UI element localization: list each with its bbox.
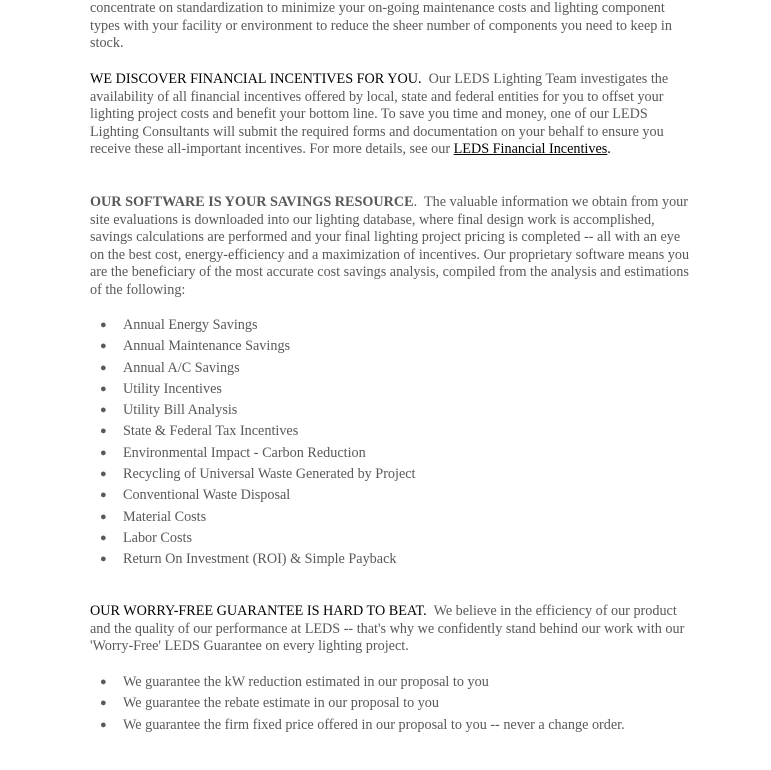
intro-paragraph	[90, 0, 690, 53]
list-item: ● State & Federal Tax Incentives	[90, 421, 710, 442]
bullet-icon: ●	[100, 446, 107, 459]
software-heading-end: .	[413, 194, 418, 210]
bullet-icon: ●	[100, 404, 107, 417]
bullet-icon: ●	[100, 319, 107, 331]
list-item: ● Labor Costs	[90, 528, 710, 549]
financial-end: .	[607, 141, 611, 158]
bullet-icon: ●	[100, 718, 107, 731]
software-paragraph	[90, 194, 690, 300]
bullet-icon: ●	[100, 489, 107, 502]
list-item: ● Environmental Impact - Carbon Reduction	[90, 443, 710, 464]
savings-list	[90, 315, 710, 571]
bullet-icon: ●	[100, 697, 107, 710]
list-item: ● Recycling of Universal Waste Generated by Project	[90, 464, 710, 485]
list-item: ● We guarantee the firm fixed price offered in our proposal to you -- never a change order.	[90, 715, 710, 736]
list-item: ● We guarantee the kW reduction estimated in our proposal to you	[90, 672, 710, 693]
financial-incentives-link[interactable]: LEDS Financial Incentives	[453, 141, 608, 158]
list-item: ● Utility Bill Analysis	[90, 400, 710, 421]
guarantee-body: We believe in the efficiency of our product and the quality of our performance at LEDS -- that's why we confidently stand behind our work with our 'Worry-Free' LEDS Guarantee on every lighting project.	[90, 603, 685, 655]
bullet-icon: ●	[100, 510, 107, 523]
list-item: ● Return On Investment (ROI) & Simple Payback	[90, 549, 710, 570]
financial-heading: WE DISCOVER FINANCIAL INCENTIVES FOR YOU.	[90, 71, 422, 87]
bullet-icon: ●	[100, 676, 107, 688]
financial-body: Our LEDS Lighting Team investigates the availability of all financial incentives offered by local, state and federal entities for you to offset your lighting project costs and benefit your bottom line. To save you time and money, one of our LEDS Lighting Consultants will submit the required forms and documentation on your behalf to ensure you receive these all-important incentives. For more details, see our	[90, 71, 669, 158]
software-body: The valuable information we obtain from your site evaluations is downloaded into our lighting database, where final design work is accomplished, savings calculations are performed and your final lighting project pricing is completed -- all with an eye on the best cost, energy-efficiency and a maximization of incentives. Our proprietary software means you are the beneficiary of the most accurate cost savings analysis, compiled from the analysis and estimations of the following:	[90, 194, 690, 298]
list-item: ● Annual Maintenance Savings	[90, 336, 710, 357]
list-item: ● We guarantee the rebate estimate in our proposal to you	[90, 693, 710, 714]
list-item: ● Utility Incentives	[90, 379, 710, 400]
list-item: ● Conventional Waste Disposal	[90, 485, 710, 506]
list-item: ● Material Costs	[90, 507, 710, 528]
bullet-icon: ●	[100, 468, 107, 481]
guarantee-heading: OUR WORRY-FREE GUARANTEE IS HARD TO BEAT.	[90, 603, 427, 619]
guarantee-paragraph	[90, 603, 690, 656]
intro-text: concentrate on standardization to minimize your on-going maintenance costs and lighting component types with your facility or environment to reduce the sheer number of components you need to keep in stock.	[90, 0, 672, 52]
bullet-icon: ●	[100, 425, 107, 438]
bullet-icon: ●	[100, 361, 107, 374]
bullet-icon: ●	[100, 382, 107, 395]
financial-paragraph	[90, 71, 690, 159]
bullet-icon: ●	[100, 531, 107, 544]
bullet-icon: ●	[100, 340, 107, 353]
bullet-icon: ●	[100, 553, 107, 566]
list-item: ● Annual A/C Savings	[90, 358, 710, 379]
guarantee-list	[90, 672, 710, 736]
software-heading: OUR SOFTWARE IS YOUR SAVINGS RESOURCE	[90, 194, 414, 210]
list-item: ● Annual Energy Savings	[90, 315, 710, 336]
